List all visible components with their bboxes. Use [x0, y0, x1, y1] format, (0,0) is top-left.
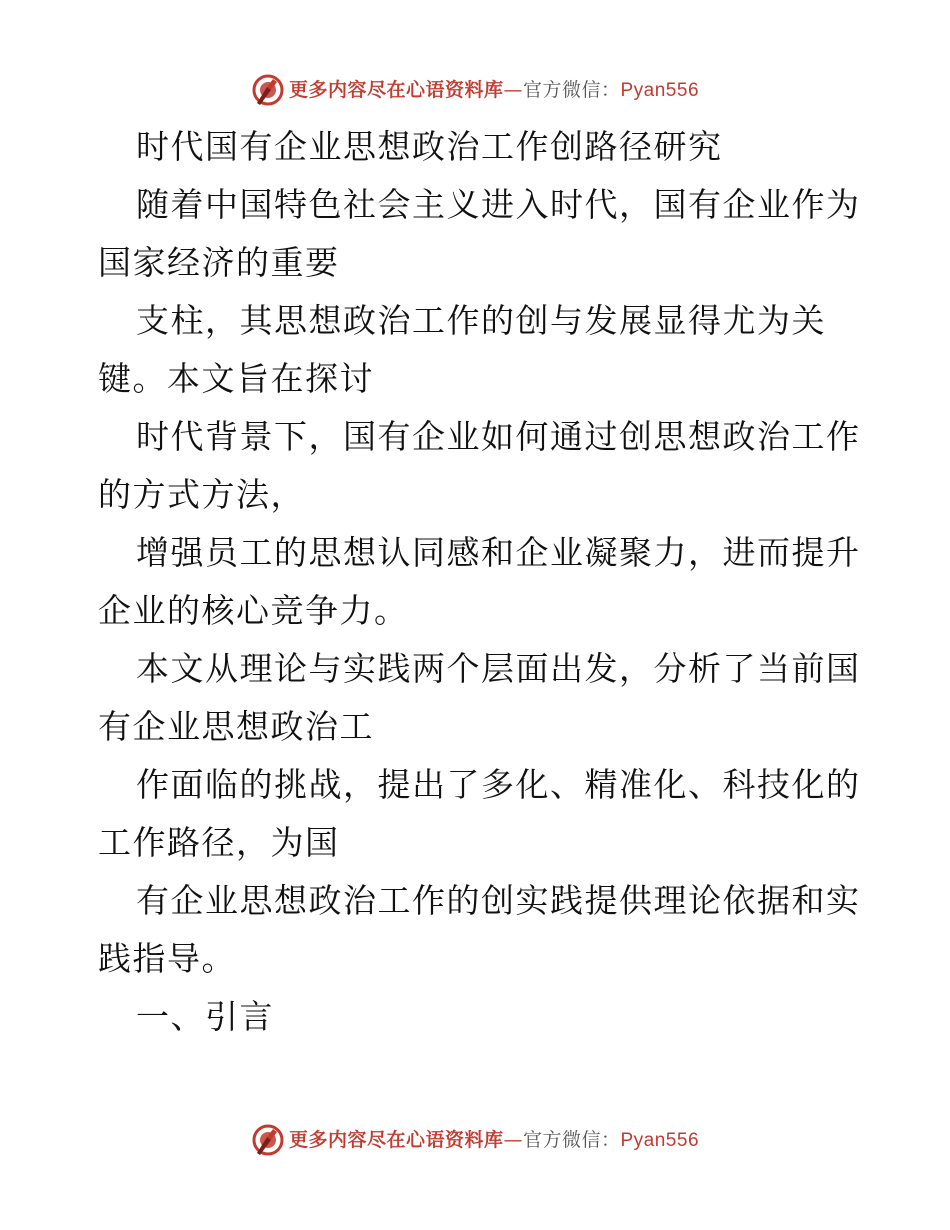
- paragraph-line: 作面临的挑战，提出了多化、精准化、科技化的: [136, 765, 861, 804]
- paragraph-line: 本文从理论与实践两个层面出发，分析了当前国: [136, 649, 861, 688]
- paragraph-line: 键。本文旨在探讨: [98, 359, 374, 398]
- watermark-brand: 更多内容尽在心语资料库: [288, 1128, 504, 1151]
- document-body: [98, 118, 861, 1046]
- paragraph-line: 时代背景下，国有企业如何通过创思想政治工作: [136, 417, 861, 456]
- paragraph-line: 随着中国特色社会主义进入时代，国有企业作为: [136, 185, 861, 224]
- header-watermark: [0, 72, 950, 108]
- section-heading: 一、引言: [136, 997, 274, 1036]
- paragraph-line: 支柱，其思想政治工作的创与发展显得尤为关: [136, 301, 826, 340]
- watermark-wechat-id: Pyan556: [620, 79, 700, 101]
- pen-logo-icon: [251, 1123, 285, 1157]
- watermark-official-label: 官方微信：: [522, 1128, 621, 1151]
- paragraph-line: 企业的核心竞争力。: [98, 591, 409, 630]
- paragraph-line: 增强员工的思想认同感和企业凝聚力，进而提升: [136, 533, 861, 572]
- watermark-text: [289, 1122, 699, 1159]
- watermark-brand: 更多内容尽在心语资料库: [288, 78, 504, 101]
- paragraph-line: 有企业思想政治工作的创实践提供理论依据和实: [136, 881, 861, 920]
- watermark-text: [289, 72, 699, 109]
- paragraph-line: 的方式方法，: [98, 475, 305, 514]
- paragraph-line: 工作路径，为国: [98, 823, 340, 862]
- paragraph-line: 国家经济的重要: [98, 243, 340, 282]
- paragraph-line: 践指导。: [98, 939, 236, 978]
- footer-watermark: [0, 1122, 950, 1158]
- paragraph-line: 有企业思想政治工: [98, 707, 374, 746]
- watermark-wechat-id: Pyan556: [620, 1129, 700, 1151]
- watermark-separator: —: [503, 78, 523, 101]
- watermark-separator: —: [503, 1128, 523, 1151]
- pen-logo-icon: [251, 73, 285, 107]
- document-title: 时代国有企业思想政治工作创路径研究: [136, 127, 723, 166]
- watermark-official-label: 官方微信：: [522, 78, 621, 101]
